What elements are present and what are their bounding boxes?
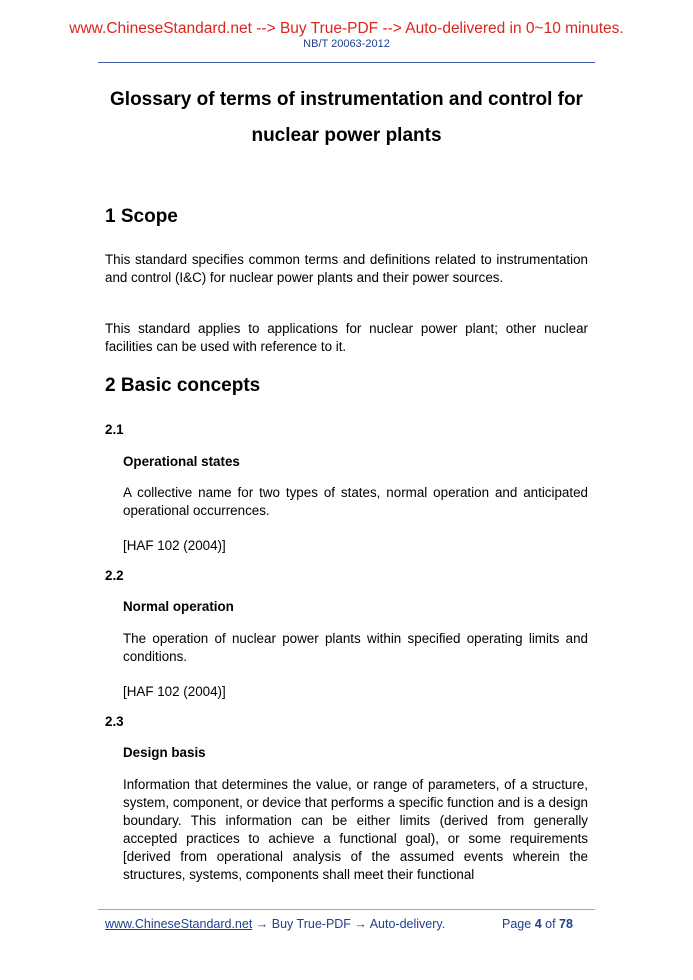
term-name: Operational states — [123, 454, 240, 469]
section-heading-basic-concepts: 2 Basic concepts — [105, 375, 261, 396]
footer-purchase-info — [105, 917, 445, 931]
term-name: Normal operation — [123, 599, 234, 614]
term-definition: The operation of nuclear power plants within specified operating limits and conditions. — [123, 631, 588, 664]
footer-website-link[interactable]: www.ChineseStandard.net — [105, 917, 253, 931]
term-name: Design basis — [123, 745, 206, 760]
term-reference: [HAF 102 (2004)] — [123, 538, 226, 553]
term-reference: [HAF 102 (2004)] — [123, 684, 226, 699]
page-indicator — [502, 917, 573, 931]
term-number: 2.3 — [105, 714, 124, 729]
page-total: 78 — [559, 917, 573, 931]
header-divider — [98, 62, 595, 63]
section-heading-scope: 1 Scope — [105, 206, 178, 227]
term-definition: A collective name for two types of states, normal operation and anticipated operational occurrences. — [123, 485, 588, 518]
term-number: 2.2 — [105, 568, 124, 583]
page-label: Page — [502, 917, 532, 931]
term-number: 2.1 — [105, 422, 124, 437]
footer-divider — [98, 909, 595, 910]
title-line-1: Glossary of terms of instrumentation and control for — [110, 89, 583, 110]
scope-paragraph-1: This standard specifies common terms and definitions related to instrumentation and control (I&C) for nuclear power plants and their power sources. — [105, 252, 588, 285]
document-number: NB/T 20063-2012 — [303, 38, 390, 50]
title-line-2: nuclear power plants — [251, 125, 442, 146]
promo-banner-link[interactable]: www.ChineseStandard.net --> Buy True-PDF --> Auto-delivered in 0~10 minutes. — [69, 20, 624, 37]
term-definition: Information that determines the value, or range of parameters, of a structure, system, component, or device that performs a specific function and is a design boundary. This information can be either limits (derived from generally accepted practices to achieve a functional goal), or some requirements [derived from operational analysis of the assumed events wherein the structures, systems, components shall meet their functional — [123, 777, 588, 882]
scope-paragraph-2: This standard applies to applications for nuclear power plant; other nuclear facilities can be used with reference to it. — [105, 321, 588, 354]
document-title — [80, 82, 613, 154]
page-current: 4 — [534, 917, 542, 931]
footer-link-suffix: → Buy True-PDF → Auto-delivery. — [252, 917, 446, 931]
page-of: of — [545, 917, 556, 931]
